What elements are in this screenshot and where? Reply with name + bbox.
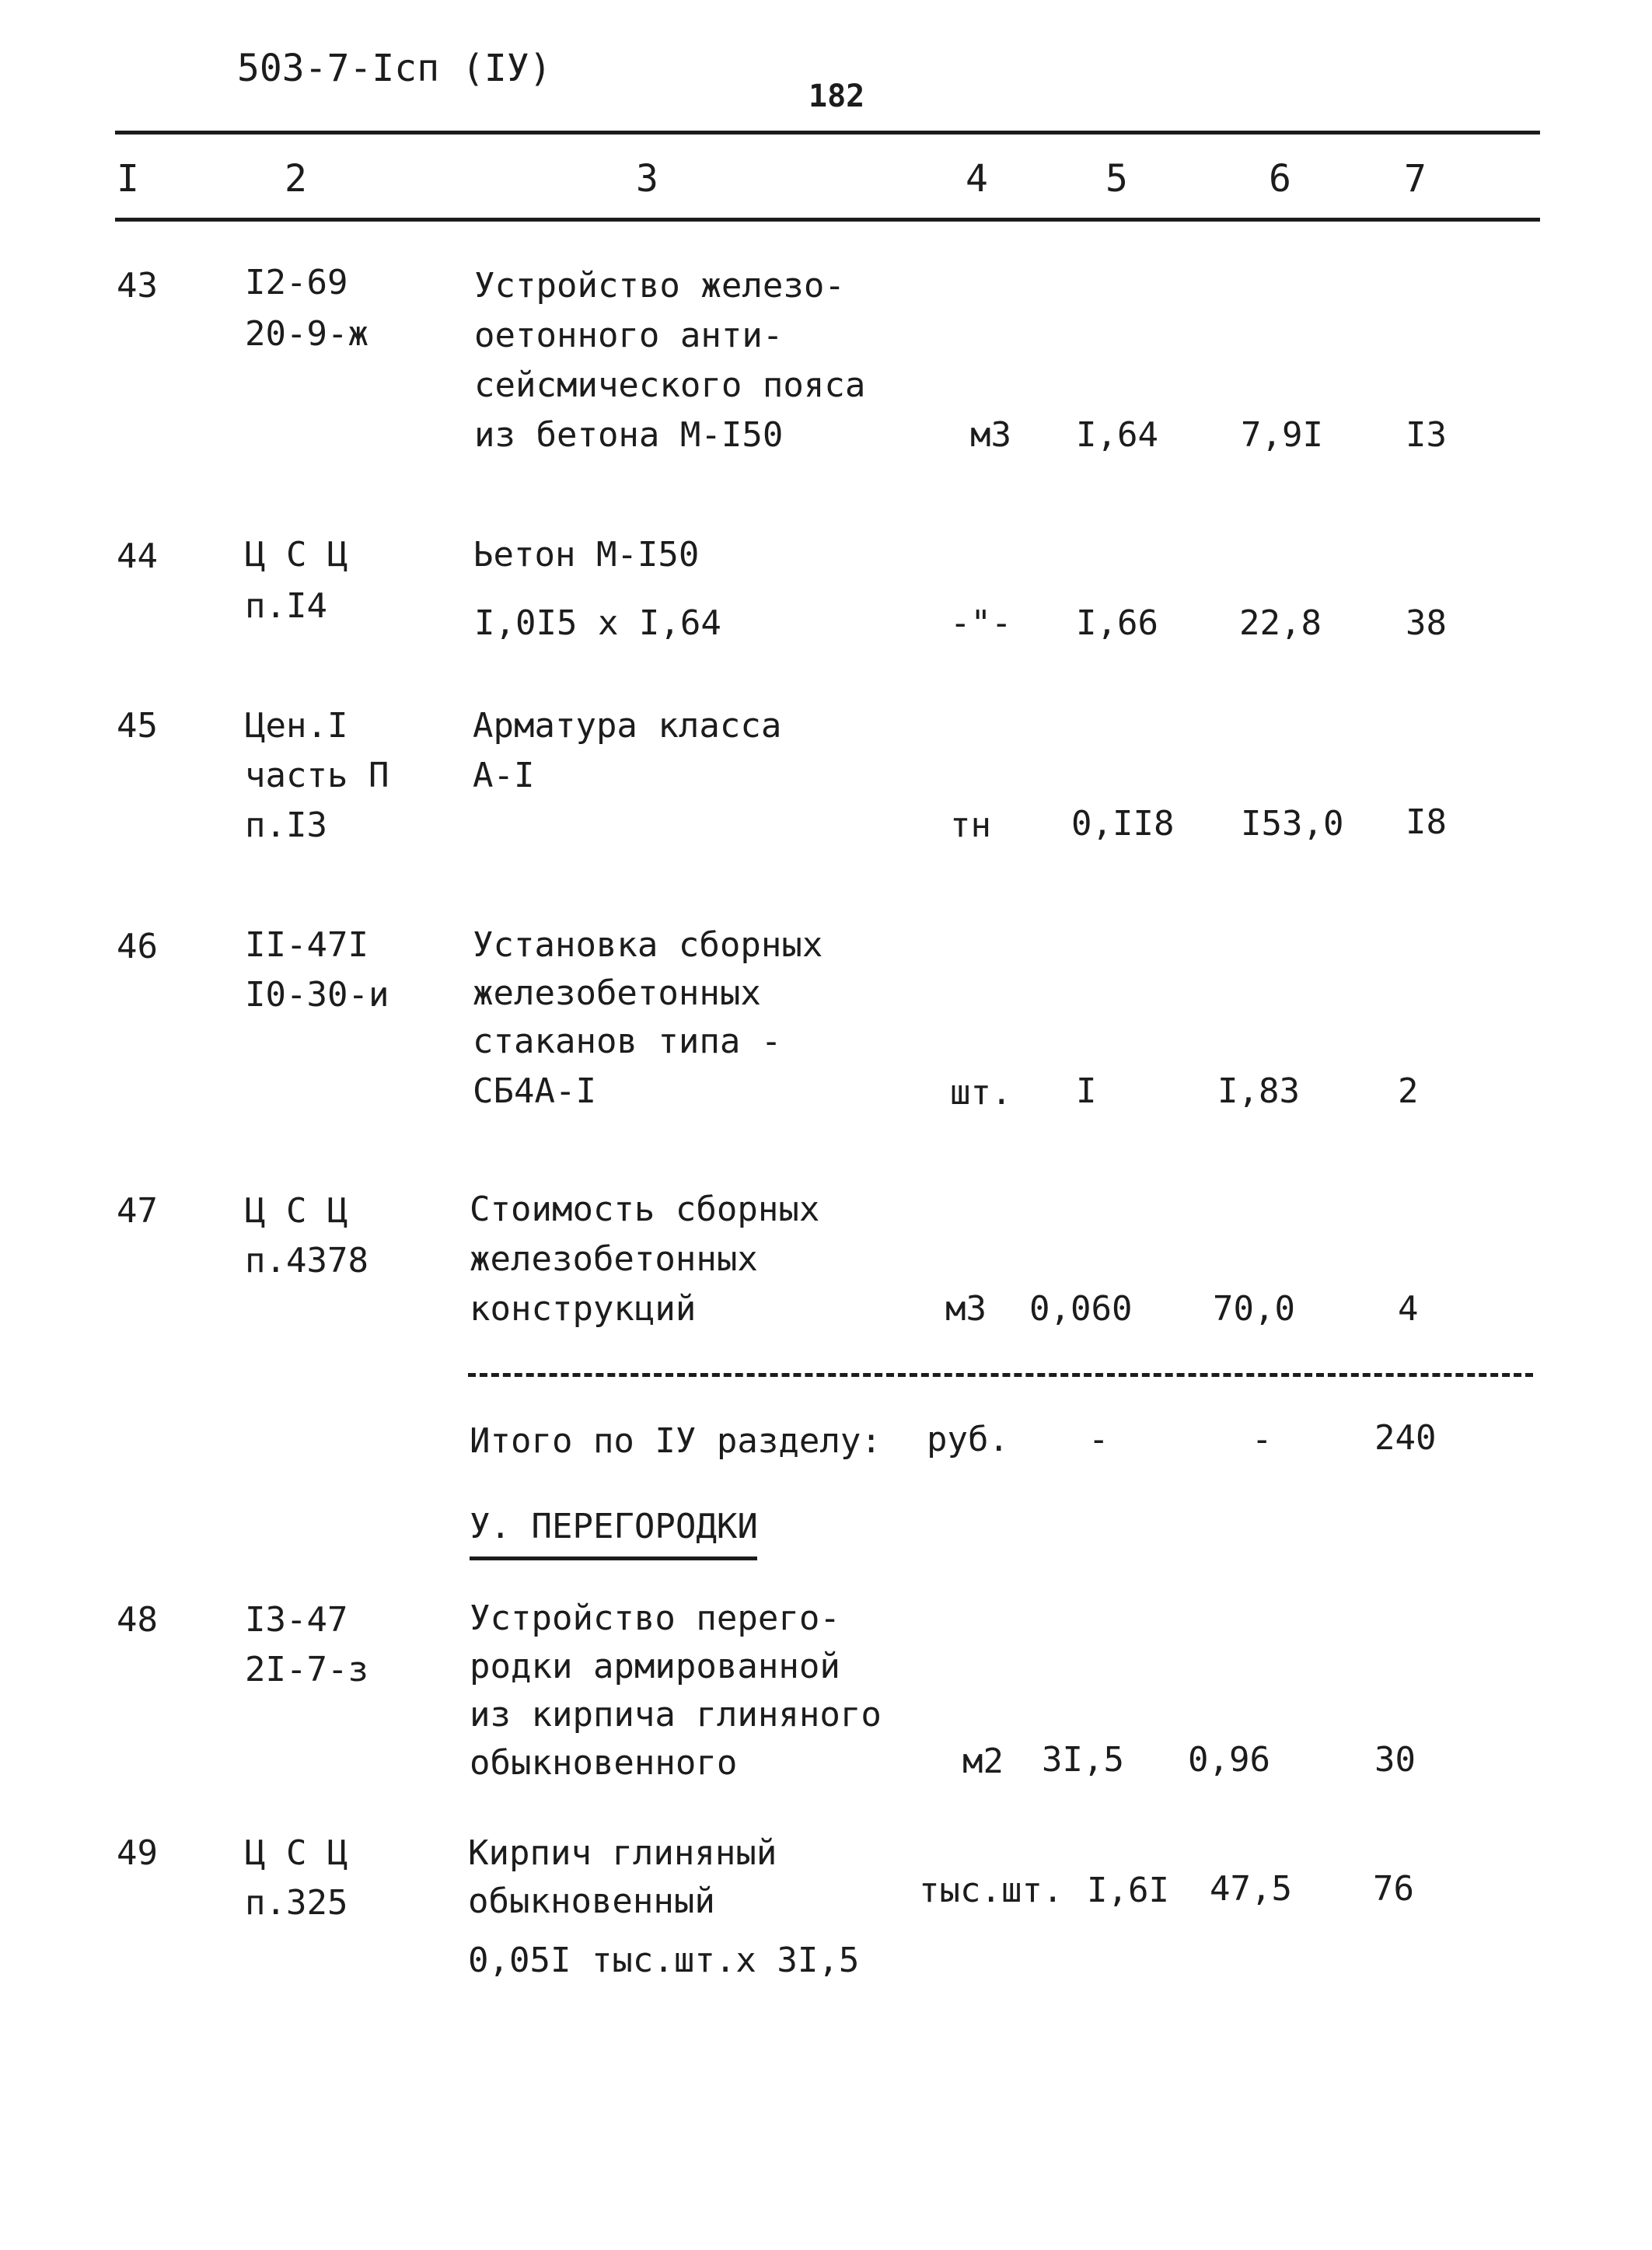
row-price: 7,9I <box>1241 415 1323 455</box>
row-description: Устройство перего- <box>470 1598 840 1638</box>
row-reference: часть П <box>245 756 389 795</box>
row-total: 2 <box>1398 1071 1419 1111</box>
row-quantity: I,6I <box>1087 1871 1169 1910</box>
row-price: 70,0 <box>1213 1289 1295 1329</box>
row-description: конструкций <box>470 1289 697 1329</box>
row-description: А-I <box>473 756 535 795</box>
row-description: Арматура класса <box>473 706 782 746</box>
row-quantity: I,66 <box>1076 603 1158 643</box>
row-description: Стоимость сборных <box>470 1190 820 1229</box>
row-unit: шт. <box>950 1073 1012 1113</box>
row-description: железобетонных <box>470 1239 758 1279</box>
row-quantity: 0,060 <box>1029 1289 1133 1329</box>
row-description: из кирпича глиняного <box>470 1695 882 1735</box>
row-total: 76 <box>1373 1869 1414 1909</box>
subtotal-total: 240 <box>1374 1418 1437 1458</box>
row-description: СБ4А-I <box>473 1071 596 1111</box>
row-number: 48 <box>117 1600 158 1640</box>
row-reference: Ц С Ц <box>245 535 348 575</box>
row-unit: м2 <box>962 1742 1004 1781</box>
subtotal-quantity: - <box>1088 1420 1109 1459</box>
row-number: 46 <box>117 927 158 966</box>
row-unit: тыс.шт. <box>919 1871 1063 1910</box>
row-description: из бетона М-I50 <box>474 415 784 455</box>
row-reference: п.325 <box>245 1883 348 1923</box>
column-header-2: 2 <box>285 157 307 201</box>
row-reference: п.4378 <box>245 1241 368 1280</box>
row-number: 45 <box>117 706 158 746</box>
row-description: оетонного анти- <box>474 316 784 355</box>
row-number: 49 <box>117 1833 158 1873</box>
document-code: 503-7-Iсп (IУ) <box>237 47 552 90</box>
row-description: Ьетон М-I50 <box>473 535 700 575</box>
column-header-1: I <box>117 157 139 201</box>
section-title: У. ПЕРЕГОРОДКИ <box>470 1507 758 1546</box>
row-description: сейсмического пояса <box>474 365 866 405</box>
row-reference: II-47I <box>245 925 368 965</box>
header-top-rule <box>115 131 1540 135</box>
column-header-7: 7 <box>1404 157 1427 201</box>
row-price: I,83 <box>1217 1071 1300 1111</box>
row-unit: м3 <box>945 1289 987 1329</box>
subtotal-label: Итого по IУ разделу: <box>470 1421 882 1461</box>
row-unit: тн <box>950 805 991 845</box>
row-description: железобетонных <box>473 973 761 1013</box>
column-header-4: 4 <box>966 157 988 201</box>
row-reference: Ц С Ц <box>245 1833 348 1873</box>
row-description: Кирпич глиняный <box>468 1833 777 1873</box>
row-reference: I3-47 <box>245 1600 348 1640</box>
row-reference: Цен.I <box>245 706 348 746</box>
row-number: 44 <box>117 536 158 576</box>
row-price: 47,5 <box>1210 1869 1292 1909</box>
subtotal-price: - <box>1252 1420 1273 1459</box>
row-quantity: 3I,5 <box>1042 1740 1124 1780</box>
section-title-underline <box>470 1556 757 1560</box>
row-unit: м3 <box>970 415 1011 455</box>
row-reference: 20-9-ж <box>245 314 368 354</box>
column-header-6: 6 <box>1269 157 1291 201</box>
row-number: 43 <box>117 266 158 306</box>
row-total: 4 <box>1398 1289 1419 1329</box>
row-description: обыкновенный <box>468 1881 715 1921</box>
row-price: 0,96 <box>1188 1740 1270 1780</box>
row-quantity: I <box>1076 1071 1097 1111</box>
row-description: стаканов типа - <box>473 1022 782 1061</box>
row-price: I53,0 <box>1241 804 1344 844</box>
row-description: родки армированной <box>470 1647 840 1686</box>
row-total: 30 <box>1374 1740 1416 1780</box>
subtotal-unit: руб. <box>927 1420 1009 1459</box>
row-unit: -"- <box>950 603 1012 643</box>
column-header-5: 5 <box>1105 157 1128 201</box>
subtotal-rule <box>468 1373 1533 1377</box>
row-description: Устройство железо- <box>474 266 845 306</box>
row-total: I3 <box>1406 415 1447 455</box>
row-reference: I2-69 <box>245 263 348 302</box>
row-description: I,0I5 x I,64 <box>474 603 721 643</box>
row-reference: I0-30-и <box>245 975 389 1015</box>
row-quantity: I,64 <box>1076 415 1158 455</box>
row-quantity: 0,II8 <box>1071 804 1175 844</box>
row-description: обыкновенного <box>470 1743 738 1783</box>
row-number: 47 <box>117 1191 158 1231</box>
header-bottom-rule <box>115 218 1540 222</box>
page-number: 182 <box>809 79 865 114</box>
row-total: I8 <box>1406 802 1447 842</box>
row-reference: п.I4 <box>245 586 327 626</box>
row-reference: Ц С Ц <box>245 1191 348 1231</box>
row-total: 38 <box>1406 603 1447 643</box>
row-reference: п.I3 <box>245 805 327 845</box>
row-reference: 2I-7-з <box>245 1650 368 1689</box>
row-description: Установка сборных <box>473 925 823 965</box>
column-header-3: 3 <box>636 157 658 201</box>
row-description: 0,05I тыс.шт.х 3I,5 <box>468 1941 860 1980</box>
row-price: 22,8 <box>1239 603 1322 643</box>
